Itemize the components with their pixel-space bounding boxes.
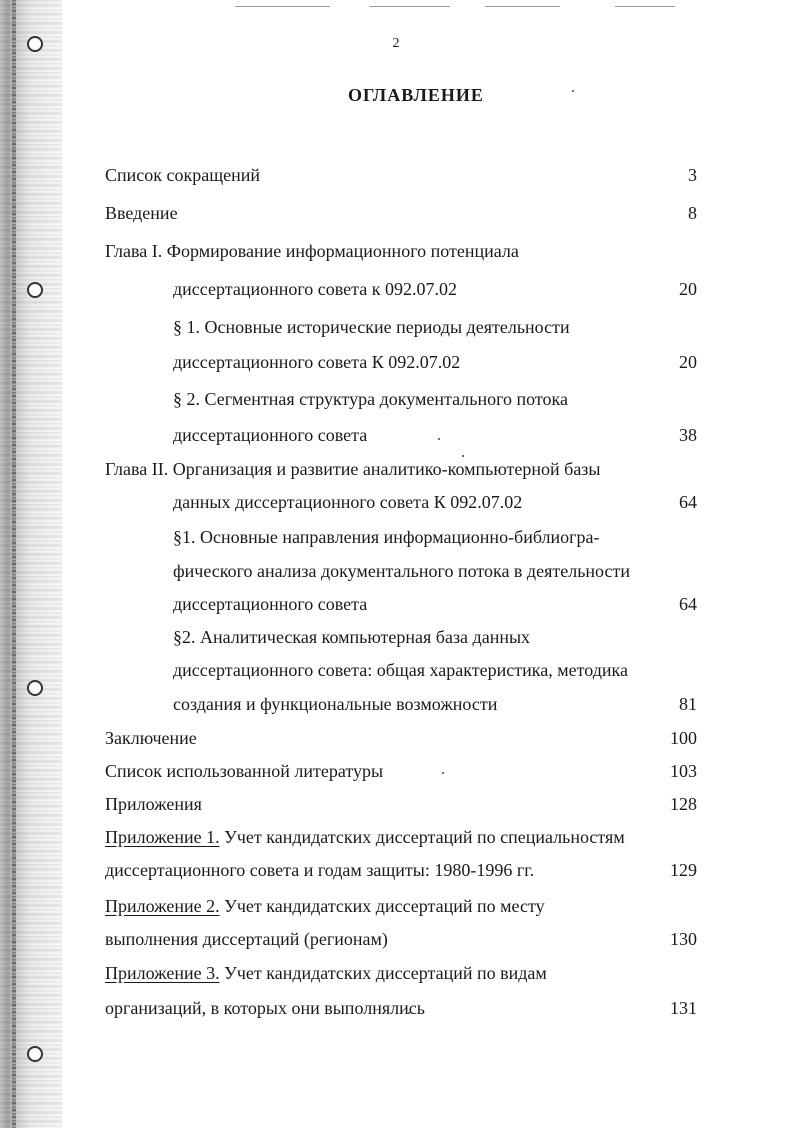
toc-entry-label: Глава II. Организация и развитие аналитико-компьютерной базы [105, 459, 601, 479]
toc-entry-label: § 1. Основные исторические периоды деятельности [173, 317, 570, 337]
toc-page-number: 64 [679, 492, 697, 512]
toc-page-number: 129 [670, 860, 697, 880]
toc-entry-label: Приложения [105, 794, 202, 814]
toc-entry-label: фического анализа документального потока в деятельности [173, 561, 630, 581]
page-number: 2 [392, 36, 400, 51]
appendix-prefix: Приложение 2. [105, 896, 220, 916]
toc-entry-label: выполнения диссертаций (регионам) [105, 929, 388, 949]
toc-entry-label: § 2. Сегментная структура документального потока [173, 389, 569, 409]
page-title: ОГЛАВЛЕНИЕ [348, 85, 484, 105]
toc-page-number: 131 [670, 998, 697, 1018]
toc-entry-label: §1. Основные направления информационно-библиогра- [173, 527, 600, 547]
toc-entry-label: диссертационного совета и годам защиты: 1980-1996 гг. [105, 860, 535, 880]
toc-entry-label: Список сокращений [105, 165, 260, 185]
toc-page-number: 103 [670, 761, 697, 781]
toc-entry-label: Список использованной литературы [105, 761, 384, 781]
toc-page-number: 128 [670, 794, 697, 814]
appendix-prefix: Приложение 1. [105, 827, 220, 847]
toc-entry-label: §2. Аналитическая компьютерная база данных [173, 627, 531, 647]
toc-entry-label-line [105, 962, 547, 984]
appendix-prefix: Приложение 3. [105, 963, 220, 983]
toc-page-number: 64 [679, 594, 697, 614]
toc-entry-label: диссертационного совета К 092.07.02 [173, 352, 461, 372]
toc-entry-label-line [105, 895, 545, 917]
appendix-title: Учет кандидатских диссертаций по видам [224, 963, 547, 983]
toc-entry-label: Глава I. Формирование информационного потенциала [105, 241, 519, 261]
toc-entry-label: диссертационного совета к 092.07.02 [173, 279, 457, 299]
toc-entry-label: диссертационного совета [173, 594, 368, 614]
toc-page-number: 20 [679, 352, 697, 372]
toc-entry-label: диссертационного совета: общая характеристика, методика [173, 660, 628, 680]
toc-page-number: 38 [679, 425, 697, 445]
toc-entry-label: организаций, в которых они выполнялись [105, 998, 425, 1018]
toc-entry-label: создания и функциональные возможности [173, 694, 498, 714]
toc-entry-label: Заключение [105, 728, 197, 748]
toc-entry-label: данных диссертационного совета К 092.07.02 [173, 492, 523, 512]
appendix-title: Учет кандидатских диссертаций по месту [224, 896, 545, 916]
toc-page-number: 8 [688, 203, 697, 223]
appendix-title: Учет кандидатских диссертаций по специальностям [224, 827, 625, 847]
toc-page-number: 100 [670, 728, 697, 748]
toc-entry-label-line [105, 826, 625, 848]
toc-page-number: 3 [688, 165, 697, 185]
toc-entry-label: Введение [105, 203, 178, 223]
toc-page-number: 20 [679, 279, 697, 299]
toc-entry-label: диссертационного совета [173, 425, 368, 445]
toc-page-number: 130 [670, 929, 697, 949]
toc-page-number: 81 [679, 694, 697, 714]
